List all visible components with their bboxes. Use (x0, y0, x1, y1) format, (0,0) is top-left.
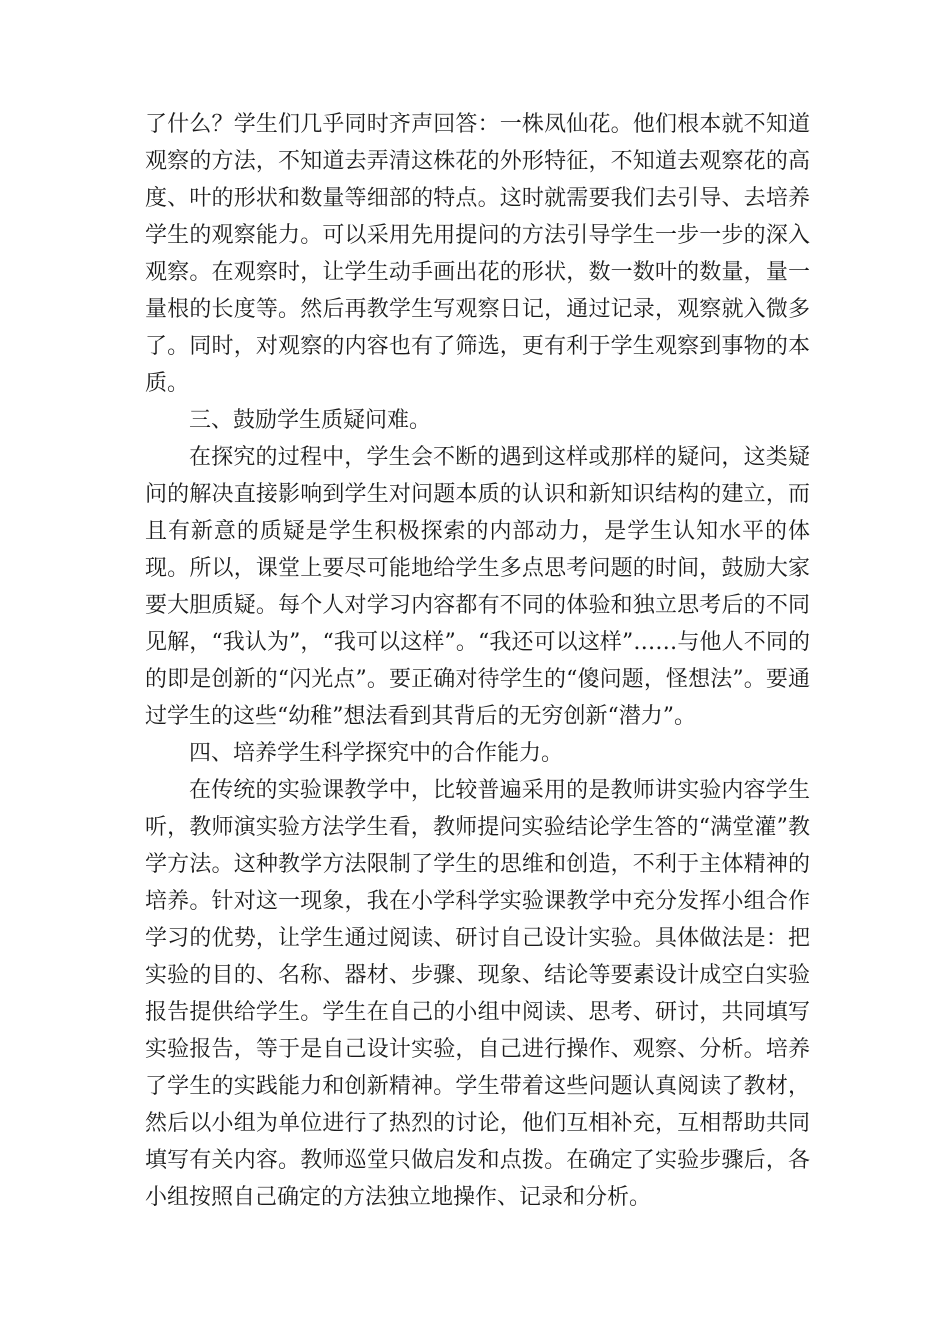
paragraph-cooperation: 在传统的实验课教学中，比较普遍采用的是教师讲实验内容学生听，教师演实验方法学生看，教师提问实验结论学生答的“满堂灌”教学方法。这种教学方法限制了学生的思维和创造，不利于主体精神的培养。针对这一现象，我在小学科学实验课教学中充分发挥小组合作学习的优势，让学生通过阅读、研讨自己设计实验。具体做法是：把实验的目的、名称、器材、步骤、现象、结论等要素设计成空白实验报告提供给学生。学生在自己的小组中阅读、思考、研讨，共同填写实验报告，等于是自己设计实验，自己进行操作、观察、分析。培养了学生的实践能力和创新精神。学生带着这些问题认真阅读了教材，然后以小组为单位进行了热烈的讨论，他们互相补充，互相帮助共同填写有关内容。教师巡堂只做启发和点拨。在确定了实验步骤后，各小组按照自己确定的方法独立地操作、记录和分析。 (145, 778, 810, 1210)
paragraph-questioning: 在探究的过程中，学生会不断的遇到这样或那样的疑问，这类疑问的解决直接影响到学生对问题本质的认识和新知识结构的建立，而且有新意的质疑是学生积极探索的内部动力，是学生认知水平的体现。所以，课堂上要尽可能地给学生多点思考问题的时间，鼓励大家要大胆质疑。每个人对学习内容都有不同的体验和独立思考后的不同见解，“我认为”，“我可以这样”。“我还可以这样”……与他人不同的的即是创新的“闪光点”。要正确对待学生的“傻问题，怪想法”。要通过学生的这些“幼稚”想法看到其背后的无穷创新“潜力”。 (145, 445, 810, 729)
document-body (145, 106, 810, 1216)
paragraph-observation: 了什么？学生们几乎同时齐声回答：一株凤仙花。他们根本就不知道观察的方法，不知道去弄清这株花的外形特征，不知道去观察花的高度、叶的形状和数量等细部的特点。这时就需要我们去引导、去培养学生的观察能力。可以采用先用提问的方法引导学生一步一步的深入观察。在观察时，让学生动手画出花的形状，数一数叶的数量，量一量根的长度等。然后再教学生写观察日记，通过记录，观察就入微多了。同时，对观察的内容也有了筛选，更有利于学生观察到事物的本质。 (145, 112, 810, 396)
section-heading-questioning: 三、鼓励学生质疑问难。 (189, 408, 432, 433)
section-heading-cooperation: 四、培养学生科学探究中的合作能力。 (189, 741, 564, 766)
